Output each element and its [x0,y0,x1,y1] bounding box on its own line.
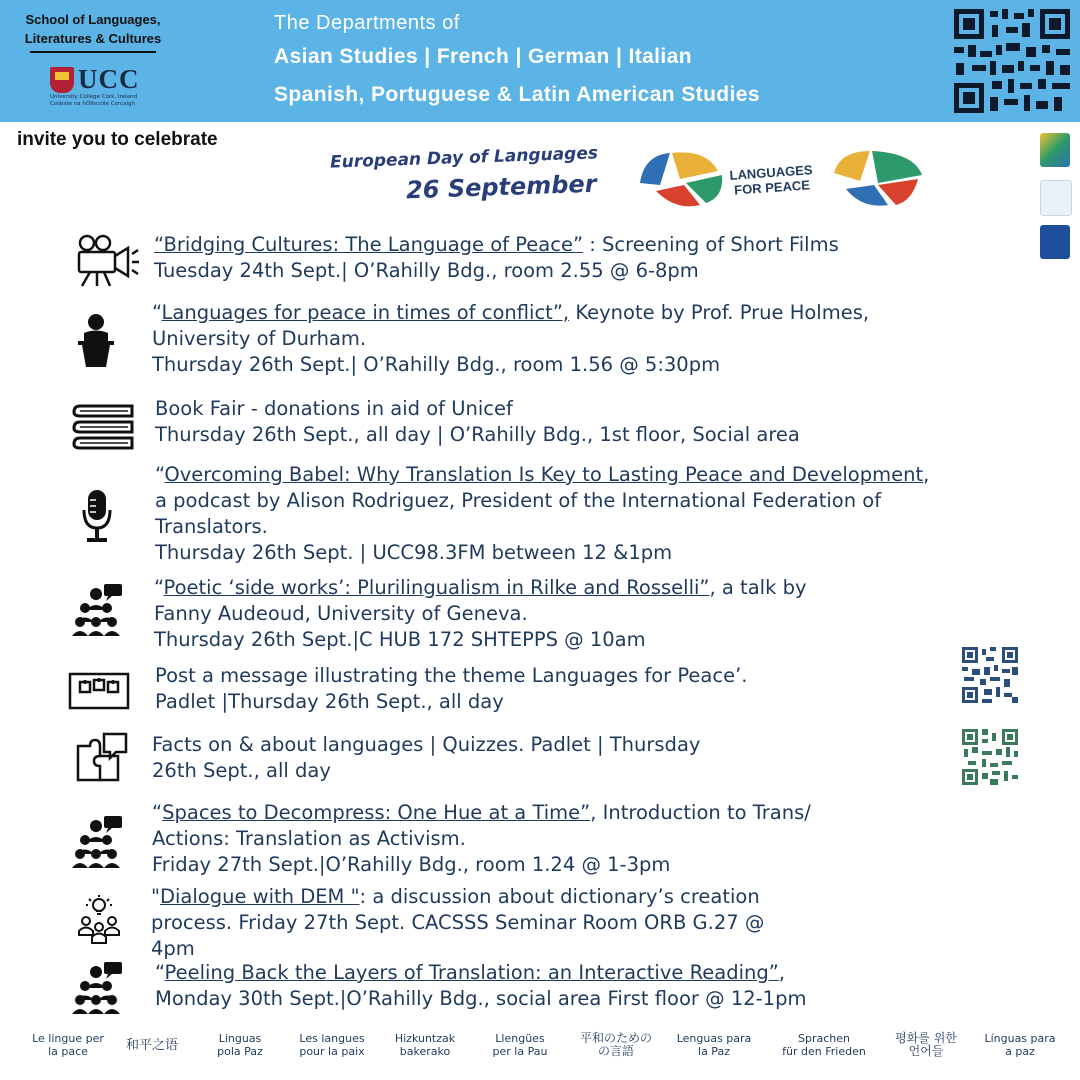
event-6-when: Padlet |Thursday 26th Sept., all day [155,690,504,713]
footer-item-line-1: Línguas para [984,1032,1056,1045]
footer-item-line-2: la pace [48,1045,88,1058]
event-9-desc-2: process. Friday 27th Sept. CACSSS Seminar Room ORB G.27 @ [151,911,765,934]
event-8-title-link[interactable]: Spaces to Decompress: One Hue at a Time” [162,801,591,824]
footer-basque [379,1032,471,1058]
speaker-podium-icon [74,313,118,373]
footer-item-line-1: Linguas [218,1032,262,1045]
footer-item-line-1: 和平之语 [125,1038,178,1053]
footer-item-line-2: 언어들 [908,1044,944,1058]
event-3 [155,396,800,448]
footer-italian [22,1032,114,1058]
event-5-line-1 [154,575,806,601]
event-4-comma: , [923,463,930,486]
ucc-subtitle-ga: Coláiste na hOllscoile Corcaigh [50,101,135,107]
event-10-line-1 [155,960,806,986]
noticeboard-icon [68,672,130,714]
lfp-line-1: LANGUAGES [729,162,813,183]
event-7-when: 26th Sept., all day [152,759,331,782]
event-5-when: Thursday 26th Sept.|C HUB 172 SHTEPPS @ 10am [154,628,646,651]
footer-item-line-1: Sprachen [798,1032,850,1045]
school-line-1: School of Languages, [25,12,161,27]
footer-chinese [106,1039,198,1052]
event-4-desc-2: Translators. [155,515,268,538]
footer-item-line-2: für den Frieden [782,1045,866,1058]
audience-talk-icon [72,814,126,872]
event-1-title-link[interactable]: “Bridging Cultures: The Language of Peace” [154,233,584,256]
event-8-line-1 [152,800,811,826]
event-1-when: Tuesday 24th Sept.| O’Rahilly Bdg., room 2.55 @ 6-8pm [154,259,699,282]
event-3-title: Book Fair - donations in aid of Unicef [155,397,513,420]
event-7 [152,732,700,784]
event-5-speaker: Fanny Audeoud, University of Geneva. [154,602,528,625]
event-4-desc: a podcast by Alison Rodriguez, President of the International Federation of [155,489,882,512]
film-projector-icon [74,234,140,292]
footer-japanese [570,1032,662,1058]
event-9 [151,884,764,962]
padlet-qr-code-2-icon[interactable] [960,727,1020,787]
event-9-open-quote: " [151,885,160,908]
footer-item-line-1: Lenguas para [676,1032,752,1045]
event-4-line-1 [155,462,929,488]
event-1 [154,232,839,284]
side-logo-2-icon [1040,180,1072,216]
event-6 [155,663,747,715]
footer-peace-translations [0,1032,1080,1076]
ucc-subtitle [50,94,160,108]
event-6-title: Post a message illustrating the theme Languages for Peace’. [155,664,748,687]
event-10-title-link[interactable]: Peeling Back the Layers of Translation: an Interactive Reading” [164,961,779,984]
ucc-logo-text: UCC [78,64,140,94]
event-7-title: Facts on & about languages | Quizzes. Padlet | Thursday [152,733,701,756]
ucc-subtitle-en: University College Cork, Ireland [50,94,137,100]
school-name [12,10,174,48]
event-3-when: Thursday 26th Sept., all day | O’Rahilly Bdg., 1st floor, Social area [155,423,800,446]
event-10-open-quote: “ [155,961,165,984]
event-2-when: Thursday 26th Sept.| O’Rahilly Bdg., room 1.56 @ 5:30pm [152,353,721,376]
books-icon [70,402,136,460]
event-2-line-1 [152,300,869,326]
footer-german [778,1032,870,1058]
dept-list-2: Spanish, Portuguese & Latin American Studies [274,83,760,106]
event-2-open-quote: “ [152,301,162,324]
footer-korean [880,1032,972,1058]
event-4-open-quote: “ [155,463,165,486]
edl-date: 26 September [405,169,597,205]
microphone-icon [82,488,112,548]
puzzle-icon [74,730,130,788]
event-9-line-1 [151,884,764,910]
footer-item-line-2: per la Pau [492,1045,548,1058]
event-8-desc-2: Actions: Translation as Activism. [152,827,466,850]
footer-item-line-2: a paz [1005,1045,1035,1058]
ucc-crest-icon [50,67,74,93]
header-qr-code-icon[interactable] [950,5,1074,117]
footer-item-line-1: Llengües [495,1032,545,1045]
dept-list-1: Asian Studies | French | German | Italian [274,45,692,68]
padlet-qr-code-1-icon[interactable] [960,645,1020,705]
lfp-text [729,162,814,198]
event-5 [154,575,806,653]
event-8-when: Friday 27th Sept.|O’Rahilly Bdg., room 1.24 @ 1-3pm [152,853,671,876]
event-8-desc: , Introduction to Trans/ [590,801,811,824]
event-4-when: Thursday 26th Sept. | UCC98.3FM between 12 &1pm [155,541,673,564]
event-10 [155,960,806,1012]
idea-team-icon [76,895,122,949]
event-9-desc: : a discussion about dictionary’s creation [359,885,760,908]
footer-item-line-2: の言語 [597,1044,634,1058]
event-5-open-quote: “ [154,576,164,599]
school-line-2: Literatures & Cultures [24,31,162,46]
footer-spanish [668,1032,760,1058]
languages-for-peace-logo [634,145,926,215]
event-5-title-link[interactable]: Poetic ‘side works’: Plurilingualism in Rilke and Rosselli” [163,576,710,599]
side-logo-1-icon [1040,133,1070,167]
event-8 [152,800,811,878]
footer-item-line-2: pour la paix [299,1045,365,1058]
footer-item-line-2: pola Paz [217,1045,263,1058]
footer-item-line-2: la Paz [698,1045,730,1058]
event-10-comma: , [778,961,786,984]
event-10-when: Monday 30th Sept.|O’Rahilly Bdg., social area First floor @ 12-1pm [155,987,807,1010]
footer-item-line-1: 평화를 위한 [895,1031,957,1045]
event-9-desc-3: 4pm [151,937,195,960]
footer-galician [194,1032,286,1058]
footer-item-line-1: 平和のための [579,1031,652,1045]
event-2-desc: Keynote by Prof. Prue Holmes, [569,301,870,324]
event-5-desc: , a talk by [709,576,807,599]
event-2 [152,300,869,378]
event-8-open-quote: “ [152,801,163,824]
event-9-title-link[interactable]: Dialogue with DEM " [159,885,360,908]
ucc-logo[interactable] [50,64,140,95]
event-4-title-link[interactable]: Overcoming Babel: Why Translation Is Key to Lasting Peace and Development [164,463,924,486]
audience-talk-icon [72,960,126,1018]
side-logo-3-icon [1040,225,1070,259]
event-1-desc: : Screening of Short Films [583,233,839,256]
footer-item-line-1: Hizkuntzak [394,1032,456,1045]
event-2-affiliation: University of Durham. [152,327,367,350]
footer-item-line-2: bakerako [399,1045,451,1058]
invite-text: invite you to celebrate [17,129,218,150]
footer-item-line-1: Le lingue per [32,1032,104,1045]
audience-talk-icon [72,582,126,640]
footer-french [286,1032,378,1058]
dept-intro: The Departments of [274,12,460,34]
event-2-title-link[interactable]: Languages for peace in times of conflict”, [161,301,570,324]
footer-item-line-1: Les langues [299,1032,365,1045]
edl-title: European Day of Languages [329,143,599,173]
footer-catalan [474,1032,566,1058]
event-1-line-1 [154,232,839,258]
footer-portuguese [974,1032,1066,1058]
lfp-line-2: FOR PEACE [733,177,811,198]
school-divider [30,51,156,53]
event-4 [155,462,929,566]
